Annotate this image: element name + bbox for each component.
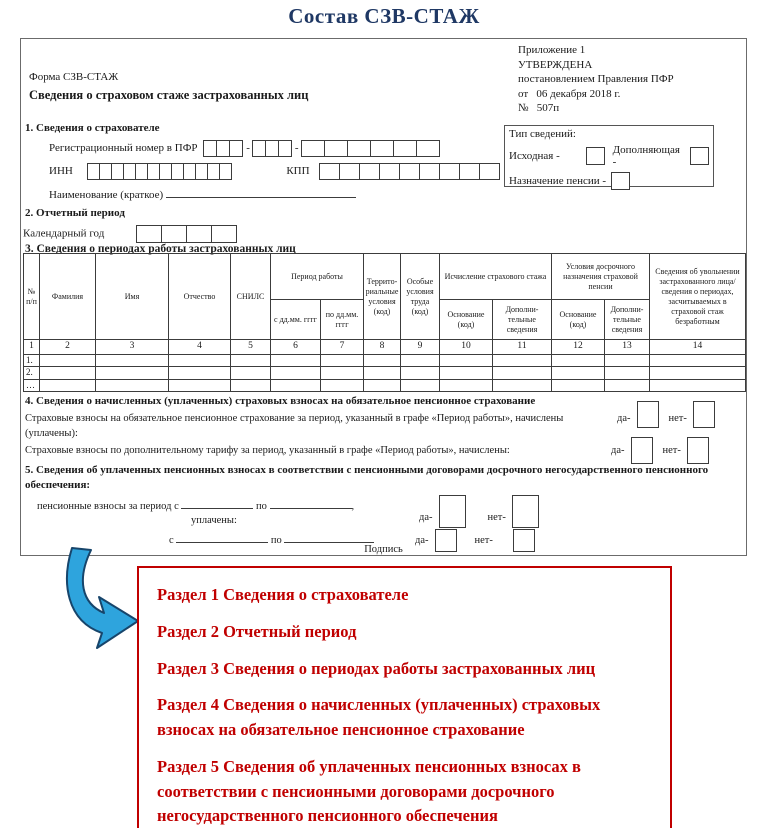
- table-cell[interactable]: [401, 355, 440, 367]
- table-row-2: [24, 367, 746, 379]
- table-cell[interactable]: [231, 379, 271, 391]
- approval-line-1: Приложение 1: [518, 44, 586, 56]
- col-num: 7: [321, 340, 364, 355]
- col-header-early-pension: Условия досрочного назначения страховой пенсии: [552, 254, 650, 300]
- col-num: 2: [40, 340, 96, 355]
- reg-number-cells-group2[interactable]: [253, 140, 292, 157]
- curved-arrow-icon: [58, 547, 140, 662]
- kpp-label: КПП: [286, 165, 310, 178]
- info-type-title: Тип сведений:: [509, 128, 576, 140]
- no-label: нет-: [662, 445, 681, 456]
- table-cell[interactable]: [401, 367, 440, 379]
- table-cell[interactable]: [605, 355, 650, 367]
- section5-line1: [37, 498, 354, 512]
- table-cell[interactable]: [169, 367, 231, 379]
- reg-number-cells-group1[interactable]: [204, 140, 243, 157]
- table-cell[interactable]: [169, 379, 231, 391]
- table-cell[interactable]: [552, 367, 605, 379]
- no-label: нет-: [668, 413, 687, 424]
- section2-title: 2. Отчетный период: [25, 207, 125, 219]
- pension-paid-no-checkbox[interactable]: [512, 495, 539, 528]
- approval-line-3: постановлением Правления ПФР: [518, 73, 674, 86]
- col-header-from: с дд.мм. гггг: [271, 300, 321, 340]
- table-cell[interactable]: [321, 355, 364, 367]
- col-header-name: Имя: [96, 254, 169, 340]
- col-header-to: по дд.мм. гггг: [321, 300, 364, 340]
- pension-paid-yes-checkbox[interactable]: [439, 495, 466, 528]
- initial-label: Исходная -: [509, 150, 560, 162]
- calendar-year-label: Календарный год: [23, 227, 105, 240]
- table-cell[interactable]: [650, 355, 746, 367]
- col-num: 1: [24, 340, 40, 355]
- table-cell[interactable]: [231, 355, 271, 367]
- col-header-basis1: Основание (код): [440, 300, 493, 340]
- table-cell[interactable]: [96, 367, 169, 379]
- reg-separator-2: -: [294, 142, 299, 155]
- period-from-field-2[interactable]: [176, 532, 268, 543]
- legend-item-2: Раздел 2 Отчетный период: [157, 621, 357, 641]
- table-cell[interactable]: [650, 379, 746, 391]
- col-num: 5: [231, 340, 271, 355]
- contributions-yes-checkbox[interactable]: [637, 401, 659, 428]
- no-label: нет-: [474, 535, 493, 546]
- tariff-no-checkbox[interactable]: [687, 437, 709, 464]
- col-num: 13: [605, 340, 650, 355]
- page-title: Состав СЗВ-СТАЖ: [288, 4, 480, 28]
- initial-checkbox[interactable]: [586, 147, 605, 165]
- approval-line-4: от 06 декабря 2018 г.: [518, 87, 621, 100]
- table-cell[interactable]: [271, 379, 321, 391]
- col-num: 9: [401, 340, 440, 355]
- approval-block: [518, 43, 674, 116]
- reg-number-row: [49, 140, 440, 157]
- col-header-work-period: Период работы: [271, 254, 364, 300]
- approval-line-2: УТВЕРЖДЕНА: [518, 58, 593, 71]
- po-label: по: [270, 535, 282, 546]
- col-num: 8: [364, 340, 401, 355]
- table-cell[interactable]: [605, 367, 650, 379]
- table-cell[interactable]: [605, 379, 650, 391]
- po-label: по: [256, 501, 267, 512]
- inn-cells[interactable]: [88, 163, 232, 180]
- table-cell[interactable]: [231, 367, 271, 379]
- table-cell[interactable]: [401, 379, 440, 391]
- form-title: Сведения о страховом стаже застрахованных лиц: [29, 88, 309, 102]
- col-num: 12: [552, 340, 605, 355]
- section5-title: 5. Сведения об уплаченных пенсионных взносах в соответствии с пенсионными договорами досрочного негосударственного пенсионного обеспечения:: [25, 464, 709, 492]
- table-cell[interactable]: [40, 367, 96, 379]
- inn-kpp-row: [49, 163, 500, 180]
- yes-label: да-: [419, 512, 433, 523]
- section4-yes-no-row-2: [611, 437, 709, 464]
- yes-label: да-: [415, 535, 429, 546]
- pension-period-label: пенсионные взносы за период с: [37, 501, 179, 512]
- row-label: 1.: [24, 355, 40, 367]
- col-num: 6: [271, 340, 321, 355]
- calendar-year-row: [23, 225, 237, 243]
- short-name-field[interactable]: [166, 187, 356, 198]
- table-row-ellipsis: [24, 379, 746, 391]
- contributions-no-checkbox[interactable]: [693, 401, 715, 428]
- table-cell[interactable]: [321, 367, 364, 379]
- yes-label: да-: [617, 413, 631, 424]
- table-cell[interactable]: [440, 379, 493, 391]
- table-cell[interactable]: [440, 355, 493, 367]
- col-num: 4: [169, 340, 231, 355]
- period-to-field-1[interactable]: [270, 498, 352, 509]
- legend-item-1: Раздел 1 Сведения о страхователе: [157, 585, 409, 604]
- supplementary-checkbox[interactable]: [690, 147, 709, 165]
- reg-number-label: Регистрационный номер в ПФР: [49, 142, 198, 155]
- col-num: 11: [493, 340, 552, 355]
- pension-label: Назначение пенсии -: [509, 175, 607, 187]
- supplementary-label: Дополняющая -: [612, 144, 680, 168]
- kpp-cells[interactable]: [320, 163, 500, 180]
- szv-stazh-form: [20, 38, 747, 556]
- legend-box: [137, 566, 672, 828]
- reg-number-cells-group3[interactable]: [302, 140, 440, 157]
- col-header-additional2: Дополни-тельные сведения: [605, 300, 650, 340]
- form-name: Форма СЗВ-СТАЖ: [29, 71, 119, 83]
- column-numbers-row: [24, 340, 746, 355]
- col-num: 10: [440, 340, 493, 355]
- col-header-territorial: Террито-риальные условия (код): [364, 254, 401, 340]
- tariff-yes-checkbox[interactable]: [631, 437, 653, 464]
- info-type-row-2: [509, 172, 709, 190]
- no-label: нет-: [487, 512, 506, 523]
- signature-label: Подпись: [364, 544, 403, 555]
- section3-title: 3. Сведения о периодах работы застрахованных лиц: [25, 243, 296, 255]
- col-header-additional1: Дополни-тельные сведения: [493, 300, 552, 340]
- section1-title: 1. Сведения о страхователе: [25, 122, 160, 134]
- info-type-row-1: [509, 144, 709, 168]
- row-label: 2.: [24, 367, 40, 379]
- section4-yes-no-row-1: [617, 405, 715, 432]
- col-header-basis2: Основание (код): [552, 300, 605, 340]
- table-cell[interactable]: [169, 355, 231, 367]
- table-cell[interactable]: [40, 379, 96, 391]
- section4-title: 4. Сведения о начисленных (уплаченных) страховых взносах на обязательное пенсионное страхование: [25, 395, 536, 407]
- table-cell[interactable]: [40, 355, 96, 367]
- col-header-no: № п/п: [24, 254, 40, 340]
- period-from-field-1[interactable]: [181, 498, 253, 509]
- comma: ,: [351, 501, 355, 512]
- section4-line2: Страховые взносы по дополнительному тарифу за период, указанный в графе «Период работы», начислены:: [25, 445, 510, 456]
- col-header-stazh-calc: Исчисление страхового стажа: [440, 254, 552, 300]
- pension-checkbox[interactable]: [611, 172, 630, 190]
- approval-line-5: № 507п: [518, 102, 560, 115]
- table-cell[interactable]: [493, 379, 552, 391]
- table-cell[interactable]: [493, 367, 552, 379]
- short-name-row: [49, 187, 356, 201]
- col-header-patronymic: Отчество: [169, 254, 231, 340]
- section4-line1: Страховые взносы на обязательное пенсионное страхование за период, указанный в графе «Период работы», начислены (уплачены):: [25, 413, 564, 440]
- table-cell[interactable]: [321, 379, 364, 391]
- legend-item-4: Раздел 4 Сведения о начисленных (уплаченных) страховых взносах на обязательное пенсионное страхование: [157, 695, 601, 739]
- table-cell[interactable]: [364, 355, 401, 367]
- table-cell[interactable]: [364, 367, 401, 379]
- col-header-dismissal: Сведения об увольнении застрахованного лица/сведения о периодах, засчитываемых в страховой стаж безработным: [650, 254, 746, 340]
- table-cell[interactable]: [650, 367, 746, 379]
- col-header-surname: Фамилия: [40, 254, 96, 340]
- row-label: …: [24, 379, 40, 391]
- legend-item-3: Раздел 3 Сведения о периодах работы застрахованных лиц: [157, 658, 596, 678]
- reg-separator: -: [246, 142, 250, 155]
- table-cell[interactable]: [552, 355, 605, 367]
- short-name-label: Наименование (краткое): [49, 189, 164, 201]
- table-cell[interactable]: [493, 355, 552, 367]
- info-type-box: [504, 125, 714, 187]
- calendar-year-cells[interactable]: [137, 225, 237, 243]
- yes-label: да-: [611, 445, 625, 456]
- table-cell[interactable]: [96, 355, 169, 367]
- table-cell[interactable]: [364, 379, 401, 391]
- col-header-special-conditions: Особые условия труда (код): [401, 254, 440, 340]
- table-cell[interactable]: [96, 379, 169, 391]
- table-row-1: [24, 355, 746, 367]
- table-cell[interactable]: [271, 355, 321, 367]
- paid-label: уплачены:: [191, 515, 237, 526]
- period-to-field-2[interactable]: [284, 532, 374, 543]
- work-periods-table: [23, 253, 746, 392]
- inn-label: ИНН: [49, 165, 73, 178]
- col-header-snils: СНИЛС: [231, 254, 271, 340]
- col-num: 14: [650, 340, 746, 355]
- table-cell[interactable]: [552, 379, 605, 391]
- table-cell[interactable]: [440, 367, 493, 379]
- table-cell[interactable]: [271, 367, 321, 379]
- from-label: с: [169, 535, 174, 546]
- col-num: 3: [96, 340, 169, 355]
- legend-item-5: Раздел 5 Сведения об уплаченных пенсионных взносах в соответствии с пенсионными договорами досрочного негосударственного пенсионного обеспечения: [157, 756, 581, 826]
